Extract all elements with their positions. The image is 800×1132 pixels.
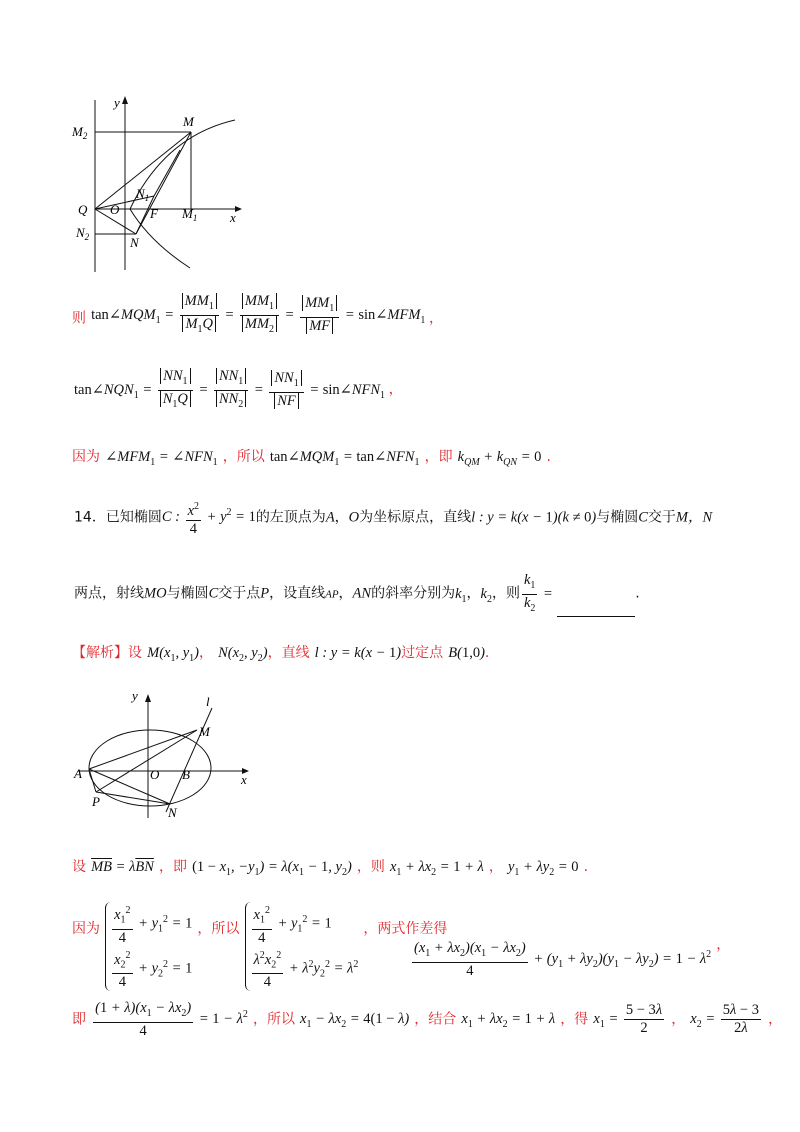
label-Q: Q — [78, 202, 88, 217]
label-y: y — [114, 95, 120, 110]
conclusion-line: 因为 $\angle MFM_1$ = $\angle NFN_1$ ，所以 $\tan\angle MQM_1$ = $\tan\angle NFN_1$ ，即 $k_{QM} + k_{QN} = 0$ . — [72, 449, 551, 468]
label-N: N — [168, 805, 177, 820]
figure-ellipse — [70, 686, 260, 822]
label-l: l — [206, 694, 210, 709]
answer-blank[interactable] — [557, 602, 635, 617]
problem-14-line2: 两点，射线MO与椭圆C交于点P，设直线AP，AN的斜率分别为$k_1$，$k_2$，则 $\frac{k_1}{k_2}$ = . — [74, 572, 640, 617]
label-M2: $M_2$ — [72, 124, 88, 141]
label-N1: $N_1$ — [136, 186, 150, 203]
problem-14-line1: 14．已知椭圆C : $\frac{x^2}{4}$ + $y^2 = 1$的左顶点为A，O为坐标原点，直线l : y = k(x − 1)(k ≠ 0)与椭圆C交于M，N — [74, 498, 712, 538]
solution-line: 【解析】设 $M(x_1$, $y_1$)， $N(x_2$, $y_2$)，直线 l : y = k(x − 1)过定点 B(1,0). — [72, 645, 490, 664]
equation-tan-nqn1: $\tan\angle NQN_1$ = $\frac{NN_1}{N_1Q}$ = $\frac{NN_1}{NN_2}$ = $\frac{NN_1}{NF}$ = $\sin\angle NFN_1$ ， — [74, 368, 403, 410]
label-P: P — [92, 794, 100, 809]
label-M: M — [199, 724, 210, 739]
figure-parabola — [70, 92, 250, 274]
label-x: x — [230, 210, 236, 225]
label-x: x — [241, 772, 247, 787]
vector-line: 设 $\overline{MB} = \lambda\overline{BN}$ ，即 ($1 - x_1$, $-y_1) = \lambda(x_1 - 1$, $y_2$) ，则 $x_1 + \lambda x_2 = 1 + \lambda$ ， $y_1 + \lambda y_2 = 0$ . — [72, 859, 589, 878]
label-N: N — [130, 235, 139, 250]
label-N2: $N_2$ — [76, 225, 90, 242]
difference-equation: $\frac{(x_1 + \lambda x_2)(x_1 - \lambda x_2)}{4}$ + $(y_1 + \lambda y_2)(y_1 - \lambda y_2) = 1 - \lambda^2$ ， — [414, 937, 731, 979]
equation-tan-mqm1: 则 $\tan\angle MQM_1$ = $\frac{MM_1}{M_1Q}$ = $\frac{MM_1}{MM_2}$ = $\frac{MM_1}{MF}$ = $\sin\angle MFM_1$ ， — [72, 293, 444, 335]
label-O: O — [150, 767, 160, 782]
final-line: 即 $\frac{(1 + \lambda)(x_1 - \lambda x_2)}{4}$ = $1 - \lambda^2$ ，所以 $x_1 - \lambda x_2 = 4(1 - \lambda)$ ，结合 $x_1 + \lambda x_2 = 1 + \lambda$ ，得 $x_1$ = $\frac{5 - 3\lambda}{2}$ ， $x_2$ = $\frac{5\lambda - 3}{2\lambda}$ ， — [72, 1000, 783, 1039]
label-A: A — [74, 766, 82, 781]
label-B: B — [182, 767, 190, 782]
label-M: M — [183, 114, 194, 129]
label-M1: $M_1$ — [182, 206, 198, 223]
label-y: y — [132, 688, 138, 703]
label-O: O — [110, 202, 120, 217]
label-F: F — [150, 206, 158, 221]
system-line: 因为 $\frac{x_1^2}{4}$ + $y_1^2 = 1$ $\frac{x_2^2}{4}$ + $y_2^2 = 1$ ，所以 $\frac{x_1^2}{4}$ + $y_1^2 = 1$ $\frac{\lambda^2x_2^2}{4}$ + $\lambda^2y_2^2 = \lambda^2$ ，两式作差得 — [72, 902, 447, 991]
